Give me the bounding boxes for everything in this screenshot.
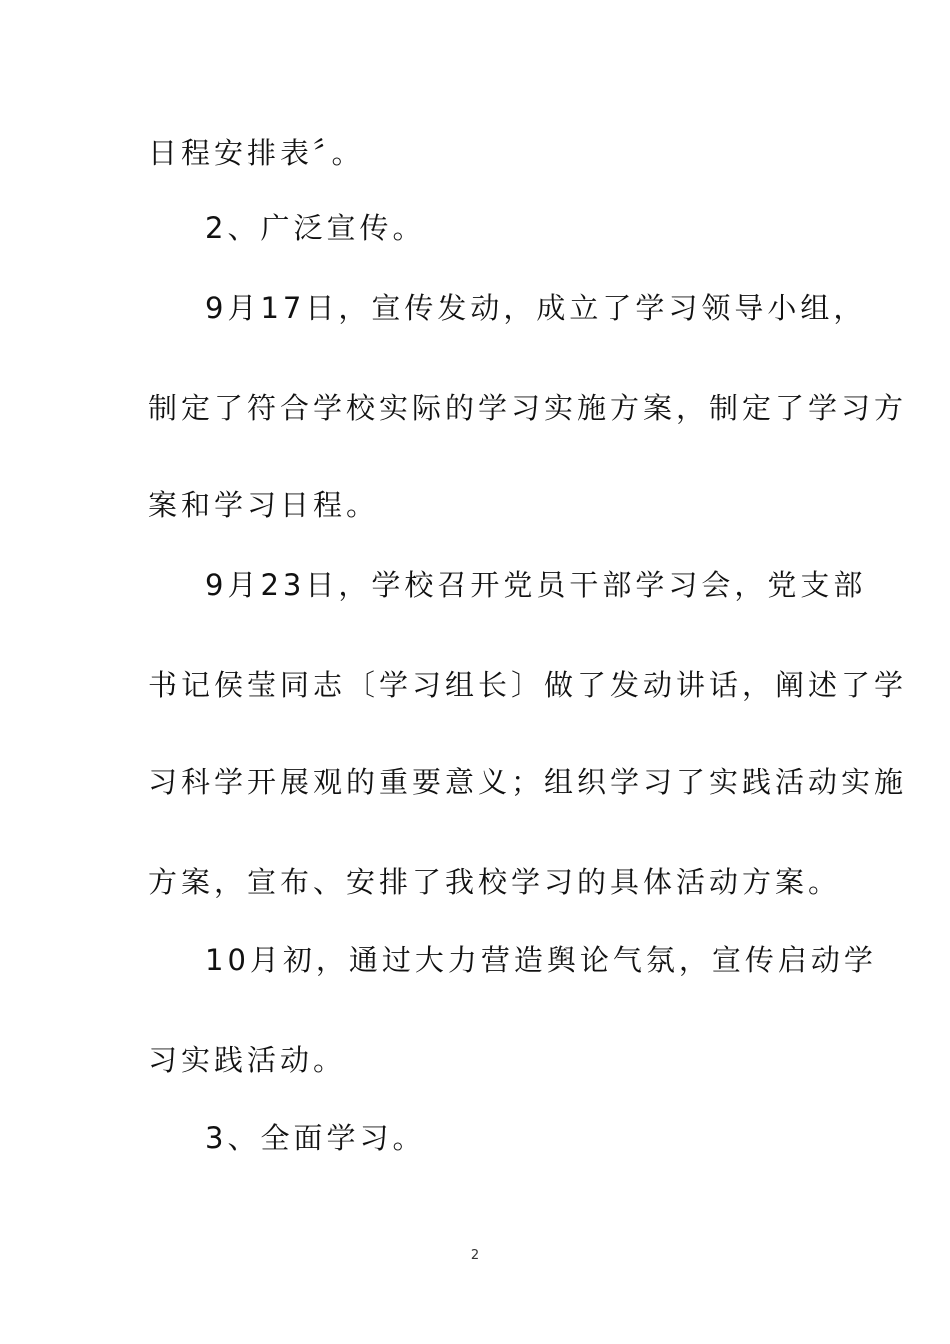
text-line: 9月23日，学校召开党员干部学习会，党支部 <box>205 568 867 602</box>
page-number: 2 <box>470 1248 480 1263</box>
text-line: 方案，宣布、安排了我校学习的具体活动方案。 <box>148 865 842 899</box>
section-heading: 2、广泛宣传。 <box>205 211 426 245</box>
text-line: 案和学习日程。 <box>148 488 380 522</box>
text-line: 习实践活动。 <box>148 1043 347 1077</box>
section-heading: 3、全面学习。 <box>205 1121 426 1155</box>
text-line: 10月初，通过大力营造舆论气氛，宣传启动学 <box>205 943 877 977</box>
text-line: 书记侯莹同志〔学习组长〕做了发动讲话，阐述了学 <box>148 668 908 702</box>
text-line: 9月17日，宣传发动，成立了学习领导小组， <box>205 291 867 325</box>
text-line: 习科学开展观的重要意义；组织学习了实践活动实施 <box>148 765 908 799</box>
text-line: 日程安排表〞。 <box>148 136 365 170</box>
text-line: 制定了符合学校实际的学习实施方案，制定了学习方 <box>148 391 908 425</box>
